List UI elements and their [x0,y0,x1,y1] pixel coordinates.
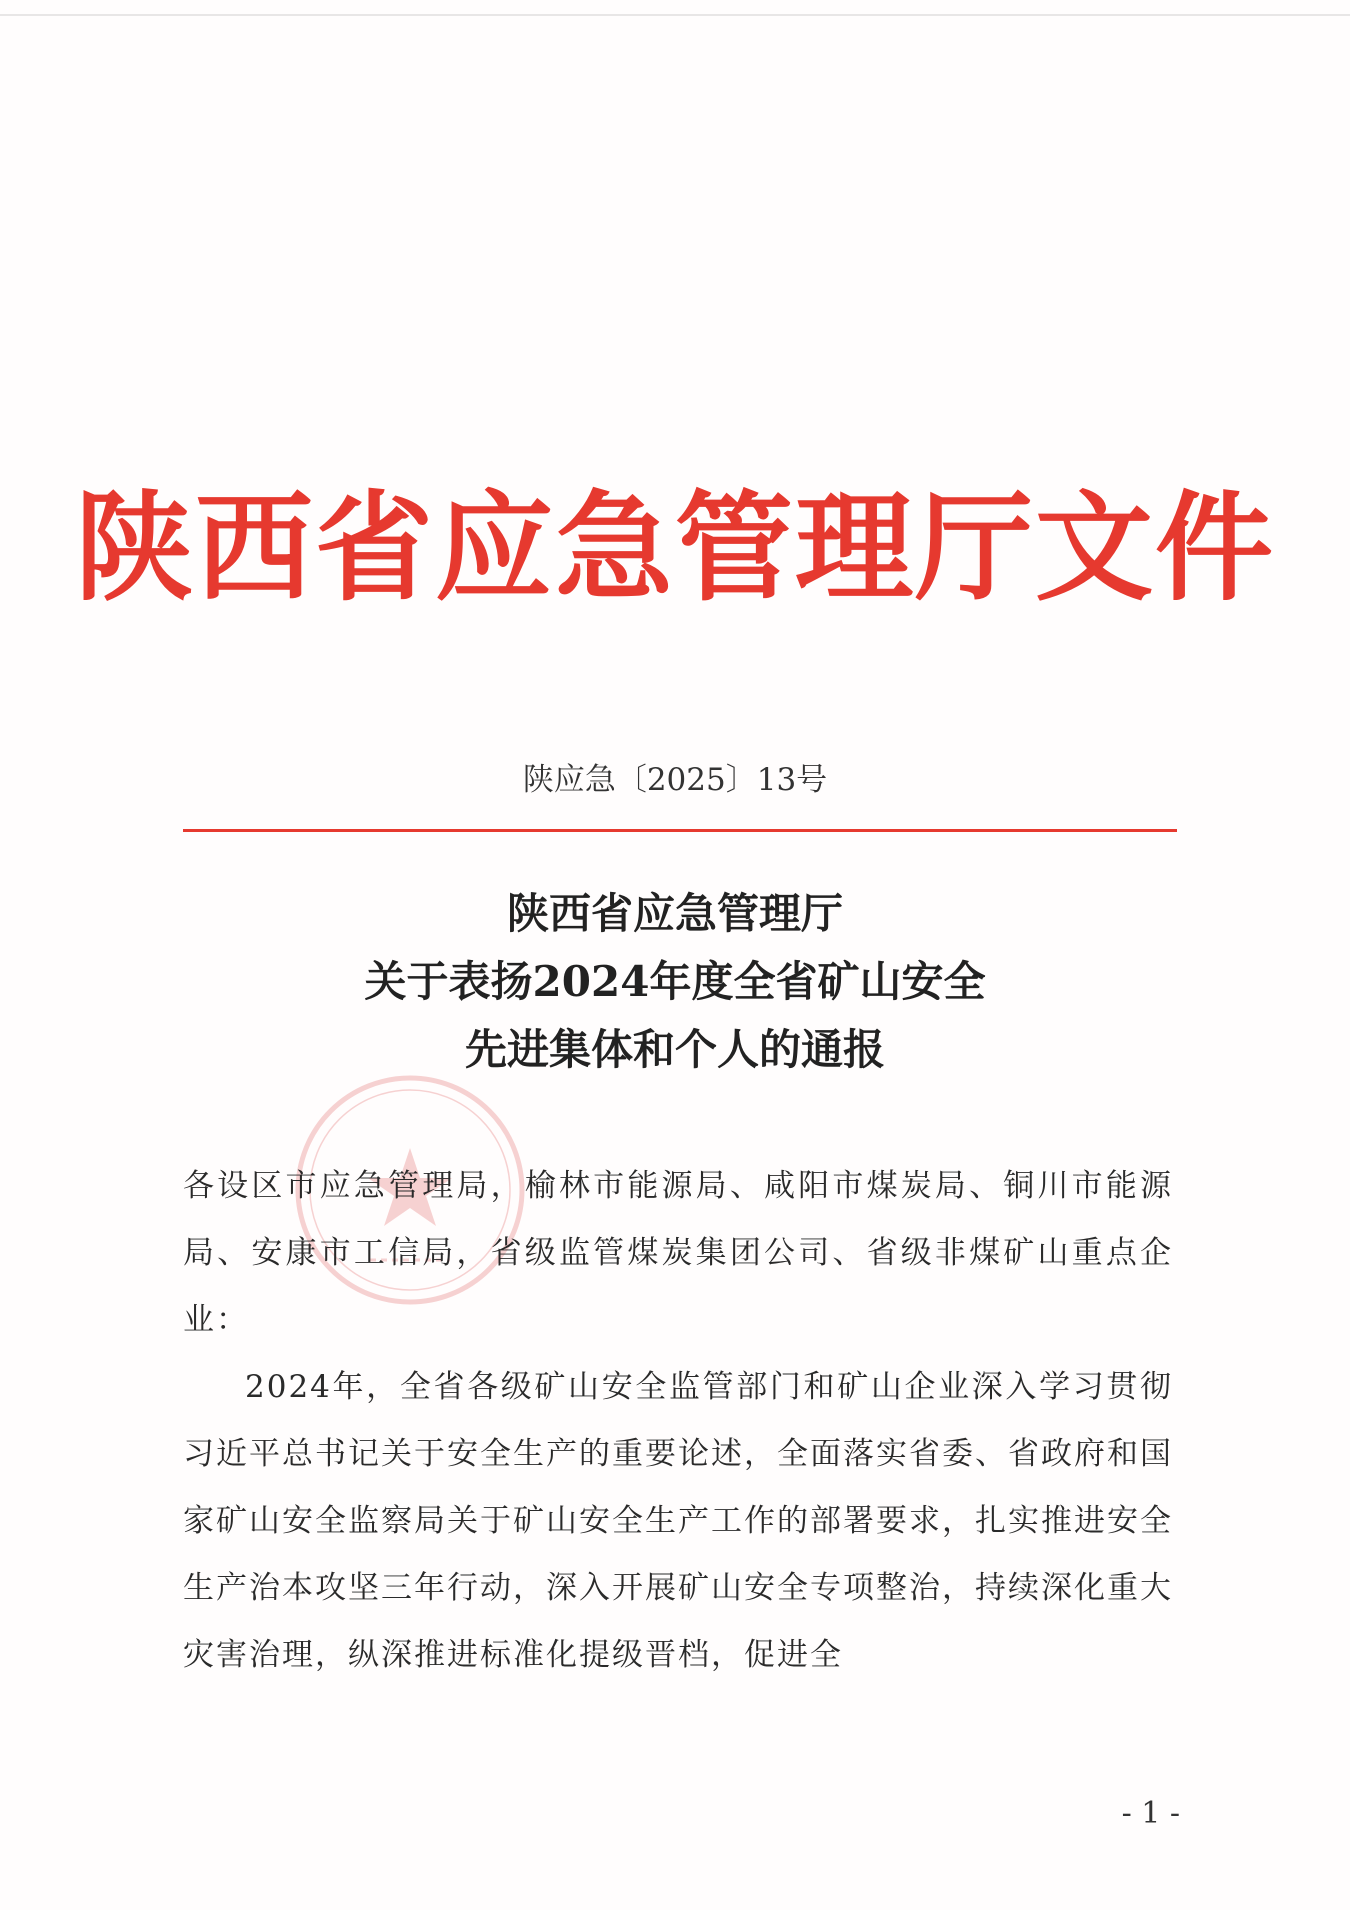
body-paragraph-1: 2024年，全省各级矿山安全监管部门和矿山企业深入学习贯彻习近平总书记关于安全生产的重要论述，全面落实省委、省政府和国家矿山安全监察局关于矿山安全生产工作的部署要求，扎实推进安全生产治本攻坚三年行动，深入开展矿山安全专项整治，持续深化重大灾害治理，纵深推进标准化提级晋档，促进全 [183,1369,1173,1673]
body-text [183,1153,1173,1689]
notice-title-line-3: 先进集体和个人的通报 [464,1025,885,1074]
document-number: 陕应急〔2025〕13号 [522,762,828,798]
notice-title [0,880,1350,1084]
red-separator-line [183,829,1177,832]
notice-title-line-1: 陕西省应急管理厅 [506,889,843,938]
notice-title-line-2: 关于表扬2024年度全省矿山安全 [364,957,986,1006]
recipients-paragraph: 各设区市应急管理局，榆林市能源局、咸阳市煤炭局、铜川市能源局、安康市工信局，省级监管煤炭集团公司、省级非煤矿山重点企业： [183,1168,1173,1338]
issuing-authority-header: 陕西省应急管理厅文件 [74,478,1275,617]
page-top-edge [0,14,1350,16]
page-number: - 1 - [1121,1796,1180,1831]
